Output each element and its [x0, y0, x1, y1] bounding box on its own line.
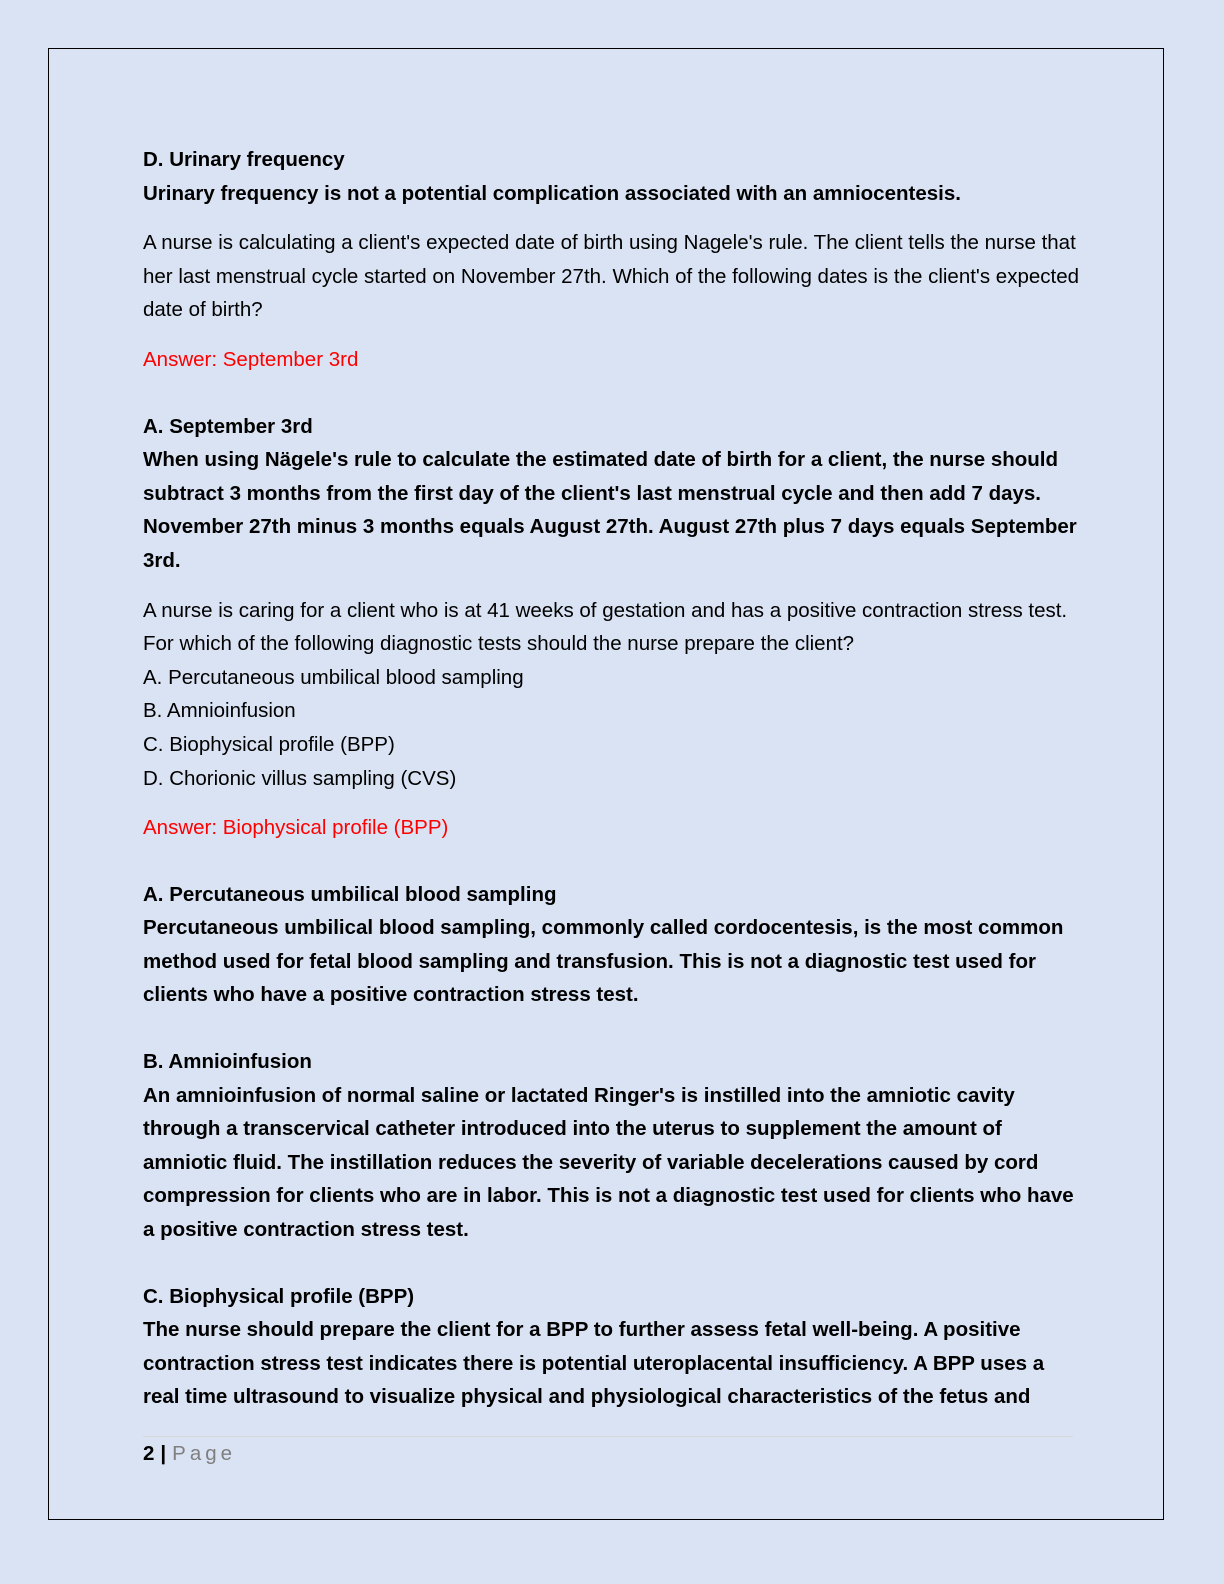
rationale-september-3rd: When using Nägele's rule to calculate the estimated date of birth for a client, the nurse should subtract 3 months from the first day of the client's last menstrual cycle and then add 7 days. November 27th minus 3 months equals August 27th. August 27th plus 7 days equals September 3rd. [143, 448, 1077, 572]
answer-contraction-stress-test: Answer: Biophysical profile (BPP) [143, 816, 449, 840]
question-contraction-stress-test: A nurse is caring for a client who is at 41 weeks of gestation and has a positive contraction stress test. For which of the following diagnostic tests should the nurse prepare the client? [143, 598, 1068, 656]
option-heading-september-3rd: A. September 3rd [143, 414, 313, 438]
option-heading-bpp: C. Biophysical profile (BPP) [143, 1284, 415, 1308]
choice-c: C. Biophysical profile (BPP) [143, 732, 395, 756]
rationale-pubs: Percutaneous umbilical blood sampling, commonly called cordocentesis, is the most common method used for fetal blood sampling and transfusion. This is not a diagnostic test used for clients who have a positive contraction stress test. [143, 916, 1064, 1007]
rationale-amnioinfusion: An amnioinfusion of normal saline or lactated Ringer's is instilled into the amniotic cavity through a transcervical catheter introduced into the uterus to supplement the amount of amniotic fluid. The instillation reduces the severity of variable decelerations caused by cord compression for clients who are in labor. This is not a diagnostic test used for clients who have a positive contraction stress test. [143, 1083, 1074, 1242]
footer-separator: | [160, 1442, 167, 1465]
rationale-urinary-frequency: Urinary frequency is not a potential complication associated with an amniocentesis. [143, 181, 961, 205]
option-heading-pubs: A. Percutaneous umbilical blood sampling [143, 882, 557, 906]
question-nagele-rule: A nurse is calculating a client's expected date of birth using Nagele's rule. The client tells the nurse that her last menstrual cycle started on November 27th. Which of the following dates is the client's expected date of birth? [143, 231, 1079, 322]
answer-nagele-rule: Answer: September 3rd [143, 347, 359, 371]
document-body [143, 143, 1083, 1414]
option-heading-urinary-frequency: D. Urinary frequency [143, 148, 345, 171]
option-heading-amnioinfusion: B. Amnioinfusion [143, 1050, 312, 1074]
rationale-bpp: The nurse should prepare the client for a BPP to further assess fetal well-being. A positive contraction stress test indicates there is potential uteroplacental insufficiency. A BPP uses a real time ultrasound to visualize physical and physiological characteristics of the fetus and [143, 1318, 1045, 1409]
page-label: Page [172, 1442, 237, 1465]
choice-a: A. Percutaneous umbilical blood sampling [143, 665, 524, 689]
choice-b: B. Amnioinfusion [143, 699, 296, 723]
page-footer [143, 1440, 236, 1468]
page-number: 2 [143, 1442, 155, 1465]
choice-d: D. Chorionic villus sampling (CVS) [143, 766, 457, 790]
footer-divider [143, 1436, 1073, 1437]
